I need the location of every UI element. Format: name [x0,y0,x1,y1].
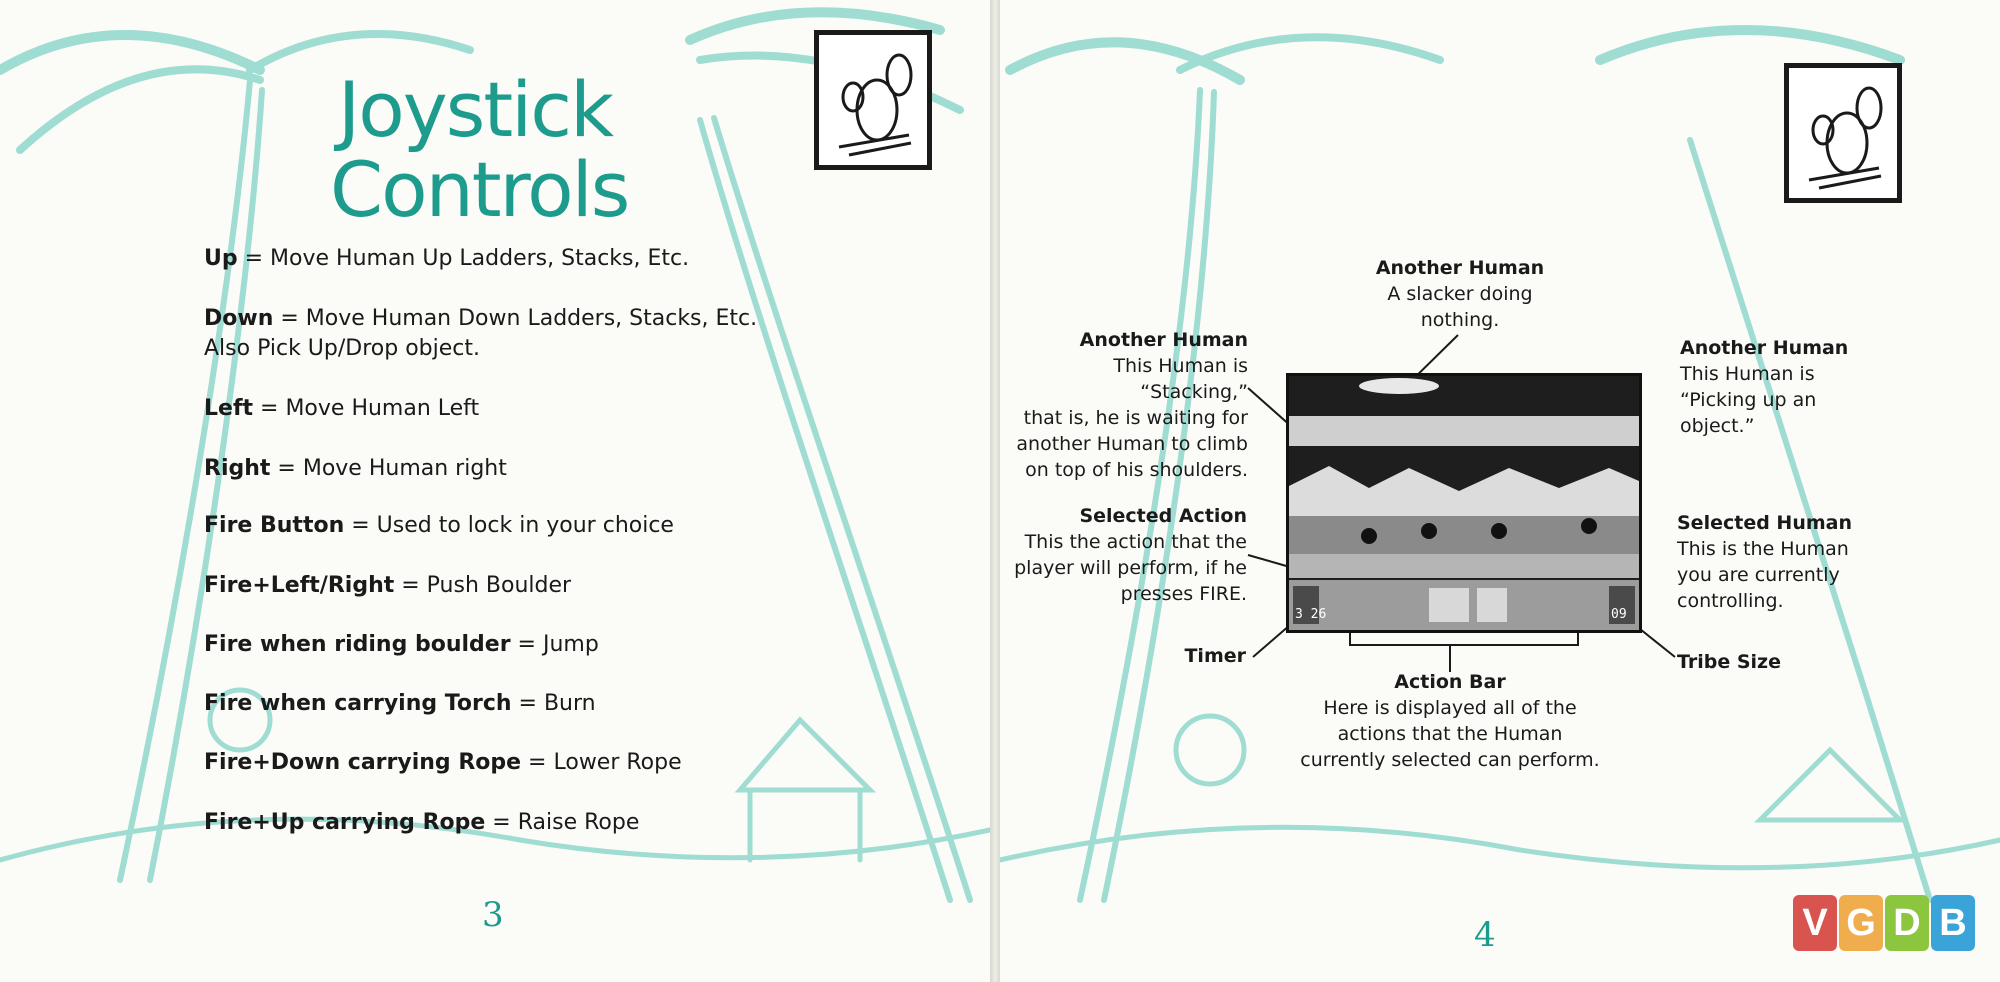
callout-heading: Action Bar [1394,671,1506,693]
control-key: Left [204,396,254,421]
callout-line: player will perform, if he [1014,557,1247,579]
control-key: Right [204,456,271,481]
control-key: Fire when carrying Torch [204,691,512,716]
callout-line: you are currently [1677,564,1840,586]
cactus-icon [819,35,927,165]
callout-heading: Selected Human [1677,512,1852,534]
control-desc: = Push Boulder [394,573,572,598]
watermark-letter: B [1931,895,1975,951]
control-key: Fire when riding boulder [204,632,511,657]
callout-another-human-left [1000,327,1248,483]
page-left [0,0,990,982]
callout-selected-action [1000,503,1247,607]
watermark-letter: D [1885,895,1929,951]
control-fire-riding-boulder [204,630,599,660]
control-fire-left-right [204,571,571,601]
control-left [204,394,479,424]
callout-line: currently selected can perform. [1300,749,1600,771]
callout-line: actions that the Human [1337,723,1563,745]
control-desc: = Move Human Up Ladders, Stacks, Etc. [237,246,690,271]
control-key: Up [204,246,238,271]
control-desc: = Lower Rope [521,750,682,775]
control-fire-button [204,511,674,541]
tribe-size-readout: 09 [1611,607,1627,622]
callout-line: This is the Human [1677,538,1849,560]
control-fire-down-rope [204,748,682,778]
control-up [204,244,689,274]
control-desc: = Raise Rope [485,810,640,835]
callout-heading: Another Human [1375,257,1545,279]
callout-line: on top of his shoulders. [1025,459,1248,481]
callout-line: This Human is “Stacking,” [1113,355,1248,403]
callout-line: presses FIRE. [1120,583,1247,605]
callout-heading: Tribe Size [1677,651,1781,673]
control-key: Fire Button [204,513,345,538]
callout-heading: Timer [1184,645,1246,667]
control-desc: = Used to lock in your choice [344,513,674,538]
control-desc: = Move Human Left [253,396,480,421]
control-desc: = Move Human right [270,456,507,481]
control-desc: = Move Human Down Ladders, Stacks, Etc. [273,306,758,331]
page-title [330,65,629,234]
callout-another-human-top [1350,255,1570,333]
control-desc: = Burn [511,691,596,716]
watermark-letter: G [1839,895,1883,951]
control-down [204,304,757,364]
control-desc: = Jump [510,632,599,657]
callout-tribe-size [1677,649,1837,675]
callout-timer [1140,643,1246,669]
control-fire-up-rope [204,808,639,838]
callout-selected-human [1677,510,1897,614]
callout-another-human-right [1680,335,1900,439]
control-key: Fire+Down carrying Rope [204,750,522,775]
callout-heading: Another Human [1680,337,1849,359]
timer-readout: 3 26 [1295,607,1327,622]
game-screenshot [1286,373,1642,633]
callout-line: nothing. [1420,309,1500,331]
control-key: Fire+Up carrying Rope [204,810,486,835]
callout-line: This the action that the [1024,531,1247,553]
cactus-logo [814,30,932,170]
control-extra: Also Pick Up/Drop object. [204,336,480,361]
vgdb-watermark [1793,895,1977,967]
title-line-2: Controls [330,145,629,234]
page-right [1000,0,2000,982]
callout-line: Here is displayed all of the [1323,697,1577,719]
callout-line: that is, he is waiting for [1023,407,1248,429]
callout-line: another Human to climb [1016,433,1248,455]
page-number: 4 [1474,915,1496,955]
watermark-letter: V [1793,895,1837,951]
page-number: 3 [482,895,504,935]
callout-line: “Picking up an [1680,389,1817,411]
title-line-1: Joystick [337,65,613,154]
callout-line: object.” [1680,415,1755,437]
callout-action-bar [1290,669,1610,773]
book-spine [990,0,1000,982]
callout-line: controlling. [1677,590,1784,612]
callout-heading: Another Human [1079,329,1248,351]
callout-line: A slacker doing [1387,283,1533,305]
control-right [204,454,507,484]
callout-line: This Human is [1680,363,1815,385]
callout-heading: Selected Action [1079,505,1247,527]
game-scene [1289,376,1639,630]
control-key: Fire+Left/Right [204,573,395,598]
control-key: Down [204,306,274,331]
control-fire-torch [204,689,596,719]
